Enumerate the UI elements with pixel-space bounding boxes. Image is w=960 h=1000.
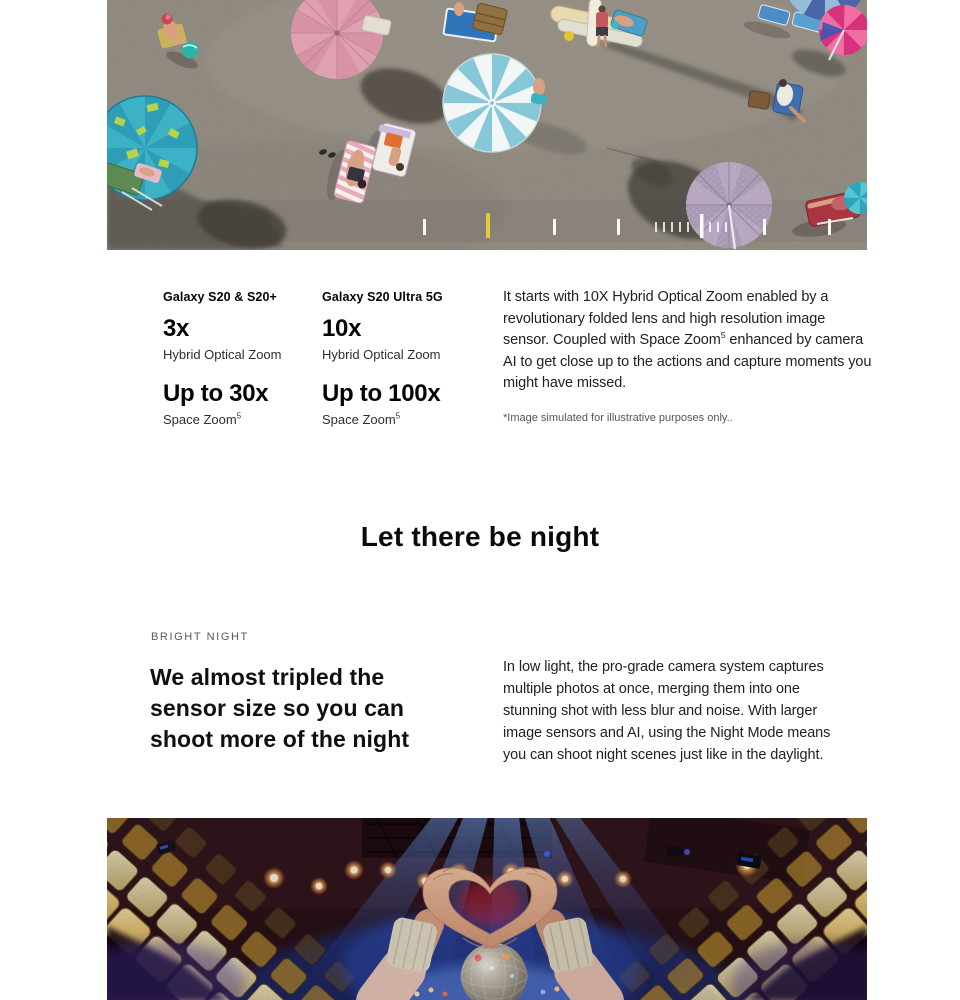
zoom-body-part2: enhanced by camera AI to get close up to the actions and capture moments you might have missed. [503, 332, 872, 391]
zoom-description [503, 287, 875, 424]
spec-space-label [163, 412, 313, 427]
spec-optical-label: Hybrid Optical Zoom [163, 347, 282, 362]
zoom-body-part1: It starts with 10X Hybrid Optical Zoom enabled by a revolutionary folded lens and high resolution image sensor. Coupled with Space Zoom [503, 289, 829, 348]
teal-beach-ball [182, 42, 199, 59]
spec-column-galaxy-s20 [163, 290, 313, 427]
spec-space-label [322, 412, 487, 427]
night-section-title: Let there be night [360, 521, 600, 552]
footnote-sup: 5 [236, 411, 242, 421]
blue-striped-umbrella [443, 54, 541, 152]
spec-model: Galaxy S20 Ultra 5G [322, 290, 443, 304]
spec-optical-label: Hybrid Optical Zoom [322, 347, 441, 362]
beach-zoom-photo [107, 0, 867, 250]
spec-model: Galaxy S20 & S20+ [163, 290, 277, 304]
bright-night-body: In low light, the pro-grade camera system captures multiple photos at once, merging them into one stunning shot with less blur and noise. With larger image sensors and AI, using the Night Mode means you can shoot night scenes just like in the daylight. [503, 659, 831, 763]
spec-optical-value: 10x [322, 315, 362, 342]
concert-night-photo [107, 818, 867, 1000]
beach-photo-graphic [107, 0, 867, 250]
zoom-active-tick [486, 213, 490, 238]
spec-column-galaxy-s20-ultra [322, 290, 487, 427]
spec-space-value: Up to 30x [163, 380, 269, 407]
footnote-sup: 5 [720, 330, 726, 341]
zoom-body-text [503, 287, 875, 395]
spec-optical-value: 3x [163, 315, 190, 342]
spec-space-value: Up to 100x [322, 380, 441, 407]
bright-night-eyebrow: BRIGHT NIGHT [151, 631, 249, 643]
bright-night-heading: We almost tripled the sensor size so you can shoot more of the night [150, 664, 410, 752]
spec-space-label-text: Space Zoom [163, 412, 237, 427]
concert-photo-graphic [107, 818, 867, 1000]
spec-space-label-text: Space Zoom [322, 412, 396, 427]
image-disclaimer: *Image simulated for illustrative purposes only.. [503, 411, 733, 424]
footnote-sup: 5 [395, 411, 401, 421]
